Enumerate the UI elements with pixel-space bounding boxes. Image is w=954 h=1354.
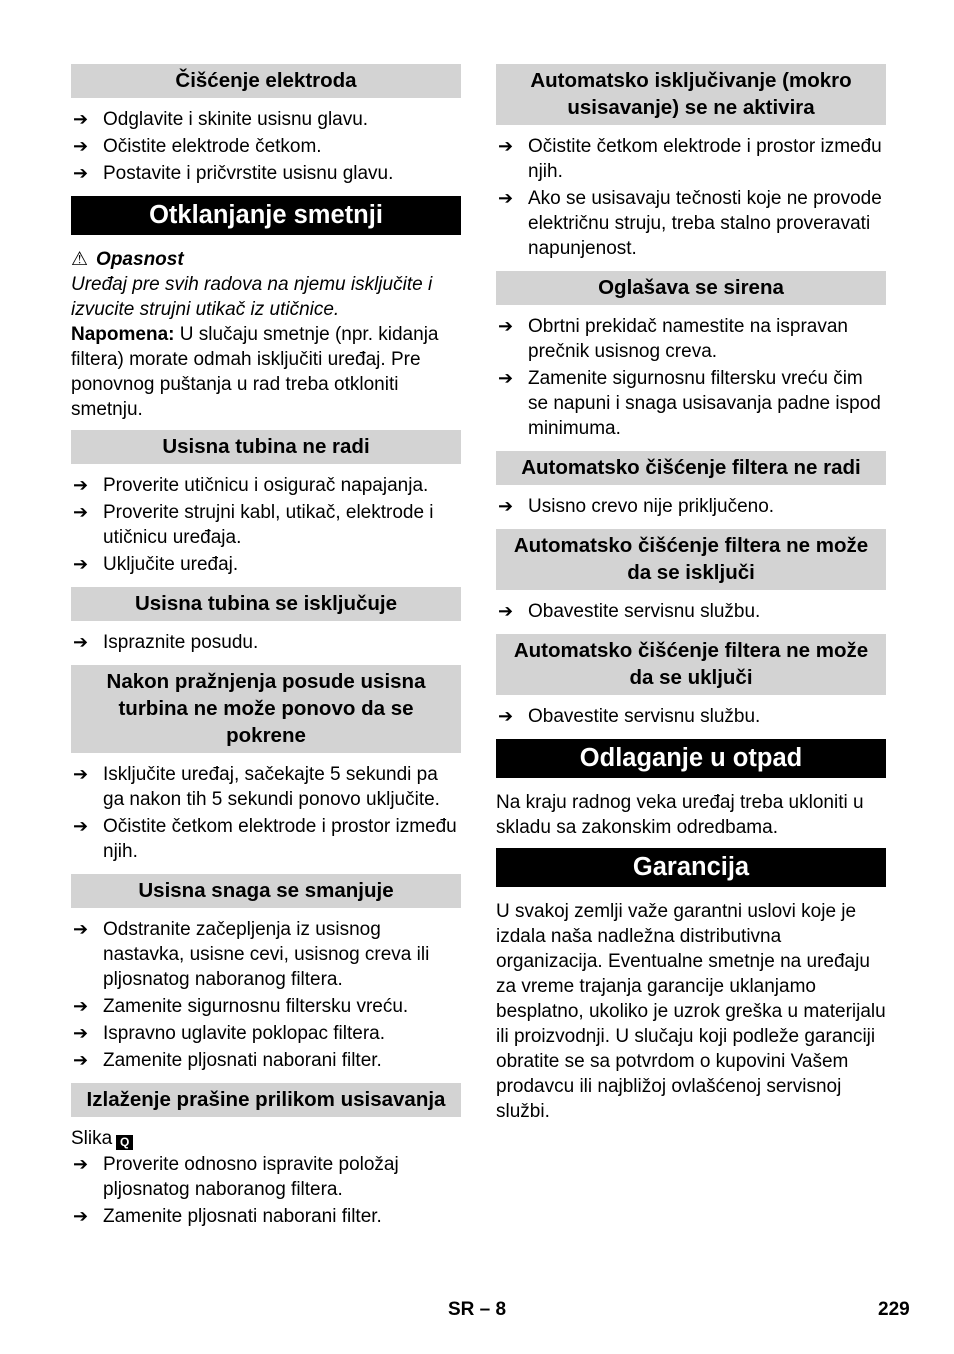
list-izlazenje-prasine xyxy=(71,1152,461,1229)
figure-reference xyxy=(71,1126,461,1151)
list-item xyxy=(496,704,886,729)
list-item xyxy=(496,186,886,261)
danger-row xyxy=(71,247,461,272)
odlaganje-text: Na kraju radnog veka uređaj treba ukloniti u skladu sa zakonskim odredbama. xyxy=(496,792,864,838)
list-item xyxy=(71,473,461,498)
list-item xyxy=(71,630,461,655)
footer-page-number: 229 xyxy=(878,1299,910,1320)
list-item xyxy=(71,1204,461,1229)
list-item xyxy=(496,134,886,184)
list-item xyxy=(71,814,461,864)
list-item xyxy=(71,500,461,550)
list-item xyxy=(71,917,461,992)
list-item-text: Obavestite servisnu službu. xyxy=(528,601,761,622)
list-item xyxy=(71,1021,461,1046)
arrow-bullet-icon: ➔ xyxy=(73,136,89,156)
figure-label: Slika xyxy=(71,1128,113,1149)
list-item-text: Zamenite sigurnosnu filtersku vreću čim se napuni i snaga usisavanja padne ispod minimuma. xyxy=(528,368,881,439)
list-item xyxy=(71,107,461,132)
heading-ciscenje-elektroda: Čišćenje elektroda xyxy=(71,64,461,98)
note-label: Napomena: xyxy=(71,324,175,345)
heading-usisna-snaga: Usisna snaga se smanjuje xyxy=(71,874,461,908)
section-filter-ne-iskljuci xyxy=(496,529,886,624)
list-item xyxy=(71,1152,461,1202)
arrow-bullet-icon: ➔ xyxy=(73,1154,89,1174)
list-item xyxy=(71,1048,461,1073)
footer-page-label: SR – 8 xyxy=(448,1299,507,1320)
list-item-text: Uključite uređaj. xyxy=(103,554,239,575)
danger-text: Uređaj pre svih radova na njemu isključite i izvucite strujni utikač iz utičnice. xyxy=(71,274,433,320)
list-item xyxy=(496,314,886,364)
arrow-bullet-icon: ➔ xyxy=(498,368,514,388)
list-usisna-snaga xyxy=(71,917,461,1073)
warning-triangle-icon: ⚠ xyxy=(71,249,89,270)
note-paragraph xyxy=(71,322,461,422)
list-oglasava-se-sirena xyxy=(496,314,886,441)
list-item-text: Očistite četkom elektrode i prostor između njih. xyxy=(103,816,457,862)
list-item-text: Odglavite i skinite usisnu glavu. xyxy=(103,109,369,130)
arrow-bullet-icon: ➔ xyxy=(498,496,514,516)
list-item-text: Isključite uređaj, sačekajte 5 sekundi pa ga nakon tih 5 sekundi ponovo uključite. xyxy=(103,764,440,810)
arrow-bullet-icon: ➔ xyxy=(73,764,89,784)
arrow-bullet-icon: ➔ xyxy=(73,996,89,1016)
list-ciscenje-elektroda xyxy=(71,107,461,186)
list-item xyxy=(71,994,461,1019)
heading-oglasava-se-sirena: Oglašava se sirena xyxy=(496,271,886,305)
danger-label: Opasnost xyxy=(96,249,184,270)
list-item-text: Zamenite pljosnati naborani filter. xyxy=(103,1050,382,1071)
list-item xyxy=(71,762,461,812)
section-oglasava-se-sirena xyxy=(496,271,886,441)
list-item-text: Očistite četkom elektrode i prostor između njih. xyxy=(528,136,882,182)
list-item-text: Obavestite servisnu službu. xyxy=(528,706,761,727)
arrow-bullet-icon: ➔ xyxy=(73,632,89,652)
list-item xyxy=(496,366,886,441)
section-otklanjanje-smetnji xyxy=(71,196,461,422)
heading-izlazenje-prasine: Izlaženje prašine prilikom usisavanja xyxy=(71,1083,461,1117)
arrow-bullet-icon: ➔ xyxy=(73,502,89,522)
list-item xyxy=(496,494,886,519)
heading-odlaganje-u-otpad: Odlaganje u otpad xyxy=(496,739,886,778)
section-garancija xyxy=(496,848,886,1124)
heading-usisna-tubina-iskljucuje: Usisna tubina se isključuje xyxy=(71,587,461,621)
section-filter-ne-ukljuci xyxy=(496,634,886,729)
arrow-bullet-icon: ➔ xyxy=(73,554,89,574)
list-item-text: Ispraznite posudu. xyxy=(103,632,259,653)
heading-garancija: Garancija xyxy=(496,848,886,887)
list-item-text: Proverite odnosno ispravite položaj pljosnatog naboranog filtera. xyxy=(103,1154,399,1200)
arrow-bullet-icon: ➔ xyxy=(73,475,89,495)
heading-filter-ne-iskljuci: Automatsko čišćenje filtera ne može da se isključi xyxy=(496,529,886,590)
heading-filter-ne-radi: Automatsko čišćenje filtera ne radi xyxy=(496,451,886,485)
list-item-text: Ako se usisavaju tečnosti koje ne provode električnu struju, treba stalno proveravati napunjenost. xyxy=(528,188,882,259)
section-usisna-tubina-ne-radi xyxy=(71,430,461,577)
arrow-bullet-icon: ➔ xyxy=(498,706,514,726)
list-item-text: Proverite utičnicu i osigurač napajanja. xyxy=(103,475,429,496)
section-odlaganje-u-otpad xyxy=(496,739,886,840)
garancija-text: U svakoj zemlji važe garantni uslovi koje je izdala naša nadležna distributivna organizacija. Eventualne smetnje na uređaju za vreme trajanja garancije uklanjamo besplatno, ukoliko je uzrok greška u materijalu ili proizvodnji. U slučaju koji podleže garanciji obratite se sa potvrdom o kupovini Vašem prodavcu ili najbližoj ovlašćenoj servisnoj službi. xyxy=(496,901,886,1122)
arrow-bullet-icon: ➔ xyxy=(498,601,514,621)
arrow-bullet-icon: ➔ xyxy=(73,1206,89,1226)
section-usisna-tubina-iskljucuje xyxy=(71,587,461,655)
arrow-bullet-icon: ➔ xyxy=(73,919,89,939)
list-usisna-tubina-iskljucuje xyxy=(71,630,461,655)
list-item-text: Ispravno uglavite poklopac filtera. xyxy=(103,1023,385,1044)
list-item-text: Obrtni prekidač namestite na ispravan prečnik usisnog creva. xyxy=(528,316,848,362)
heading-automatsko-iskljucivanje: Automatsko isključivanje (mokro usisavanje) se ne aktivira xyxy=(496,64,886,125)
left-column xyxy=(71,64,461,1239)
arrow-bullet-icon: ➔ xyxy=(73,163,89,183)
list-usisna-tubina-ne-radi xyxy=(71,473,461,577)
list-item xyxy=(496,599,886,624)
section-filter-ne-radi xyxy=(496,451,886,519)
list-item xyxy=(71,552,461,577)
section-izlazenje-prasine xyxy=(71,1083,461,1229)
heading-otklanjanje-smetnji: Otklanjanje smetnji xyxy=(71,196,461,235)
list-item-text: Odstranite začepljenja iz usisnog nastavka, usisne cevi, usisnog creva ili pljosnatog naboranog filtera. xyxy=(103,919,430,990)
note-text: U slučaju smetnje (npr. kidanja filtera) morate odmah isključiti uređaj. Pre ponovnog puštanja u rad treba otkloniti smetnju. xyxy=(71,324,439,420)
list-item xyxy=(71,134,461,159)
arrow-bullet-icon: ➔ xyxy=(73,816,89,836)
section-automatsko-iskljucivanje xyxy=(496,64,886,261)
list-item-text: Zamenite sigurnosnu filtersku vreću. xyxy=(103,996,409,1017)
heading-usisna-tubina-ne-radi: Usisna tubina ne radi xyxy=(71,430,461,464)
list-item-text: Očistite elektrode četkom. xyxy=(103,136,322,157)
list-item xyxy=(71,161,461,186)
arrow-bullet-icon: ➔ xyxy=(73,1050,89,1070)
list-filter-ne-radi xyxy=(496,494,886,519)
list-automatsko-iskljucivanje xyxy=(496,134,886,261)
list-filter-ne-ukljuci xyxy=(496,704,886,729)
heading-nakon-praznjenja: Nakon pražnjenja posude usisna turbina ne može ponovo da se pokrene xyxy=(71,665,461,753)
heading-filter-ne-ukljuci: Automatsko čišćenje filtera ne može da se uključi xyxy=(496,634,886,695)
list-item-text: Usisno crevo nije priključeno. xyxy=(528,496,775,517)
right-column xyxy=(496,64,886,1132)
list-item-text: Zamenite pljosnati naborani filter. xyxy=(103,1206,382,1227)
arrow-bullet-icon: ➔ xyxy=(498,316,514,336)
arrow-bullet-icon: ➔ xyxy=(498,136,514,156)
list-nakon-praznjenja xyxy=(71,762,461,864)
figure-q-icon: Q xyxy=(116,1135,133,1150)
arrow-bullet-icon: ➔ xyxy=(498,188,514,208)
section-usisna-snaga xyxy=(71,874,461,1073)
list-item-text: Proverite strujni kabl, utikač, elektrode i utičnicu uređaja. xyxy=(103,502,434,548)
list-filter-ne-iskljuci xyxy=(496,599,886,624)
arrow-bullet-icon: ➔ xyxy=(73,109,89,129)
section-nakon-praznjenja xyxy=(71,665,461,864)
list-item-text: Postavite i pričvrstite usisnu glavu. xyxy=(103,163,394,184)
arrow-bullet-icon: ➔ xyxy=(73,1023,89,1043)
section-ciscenje-elektroda xyxy=(71,64,461,186)
